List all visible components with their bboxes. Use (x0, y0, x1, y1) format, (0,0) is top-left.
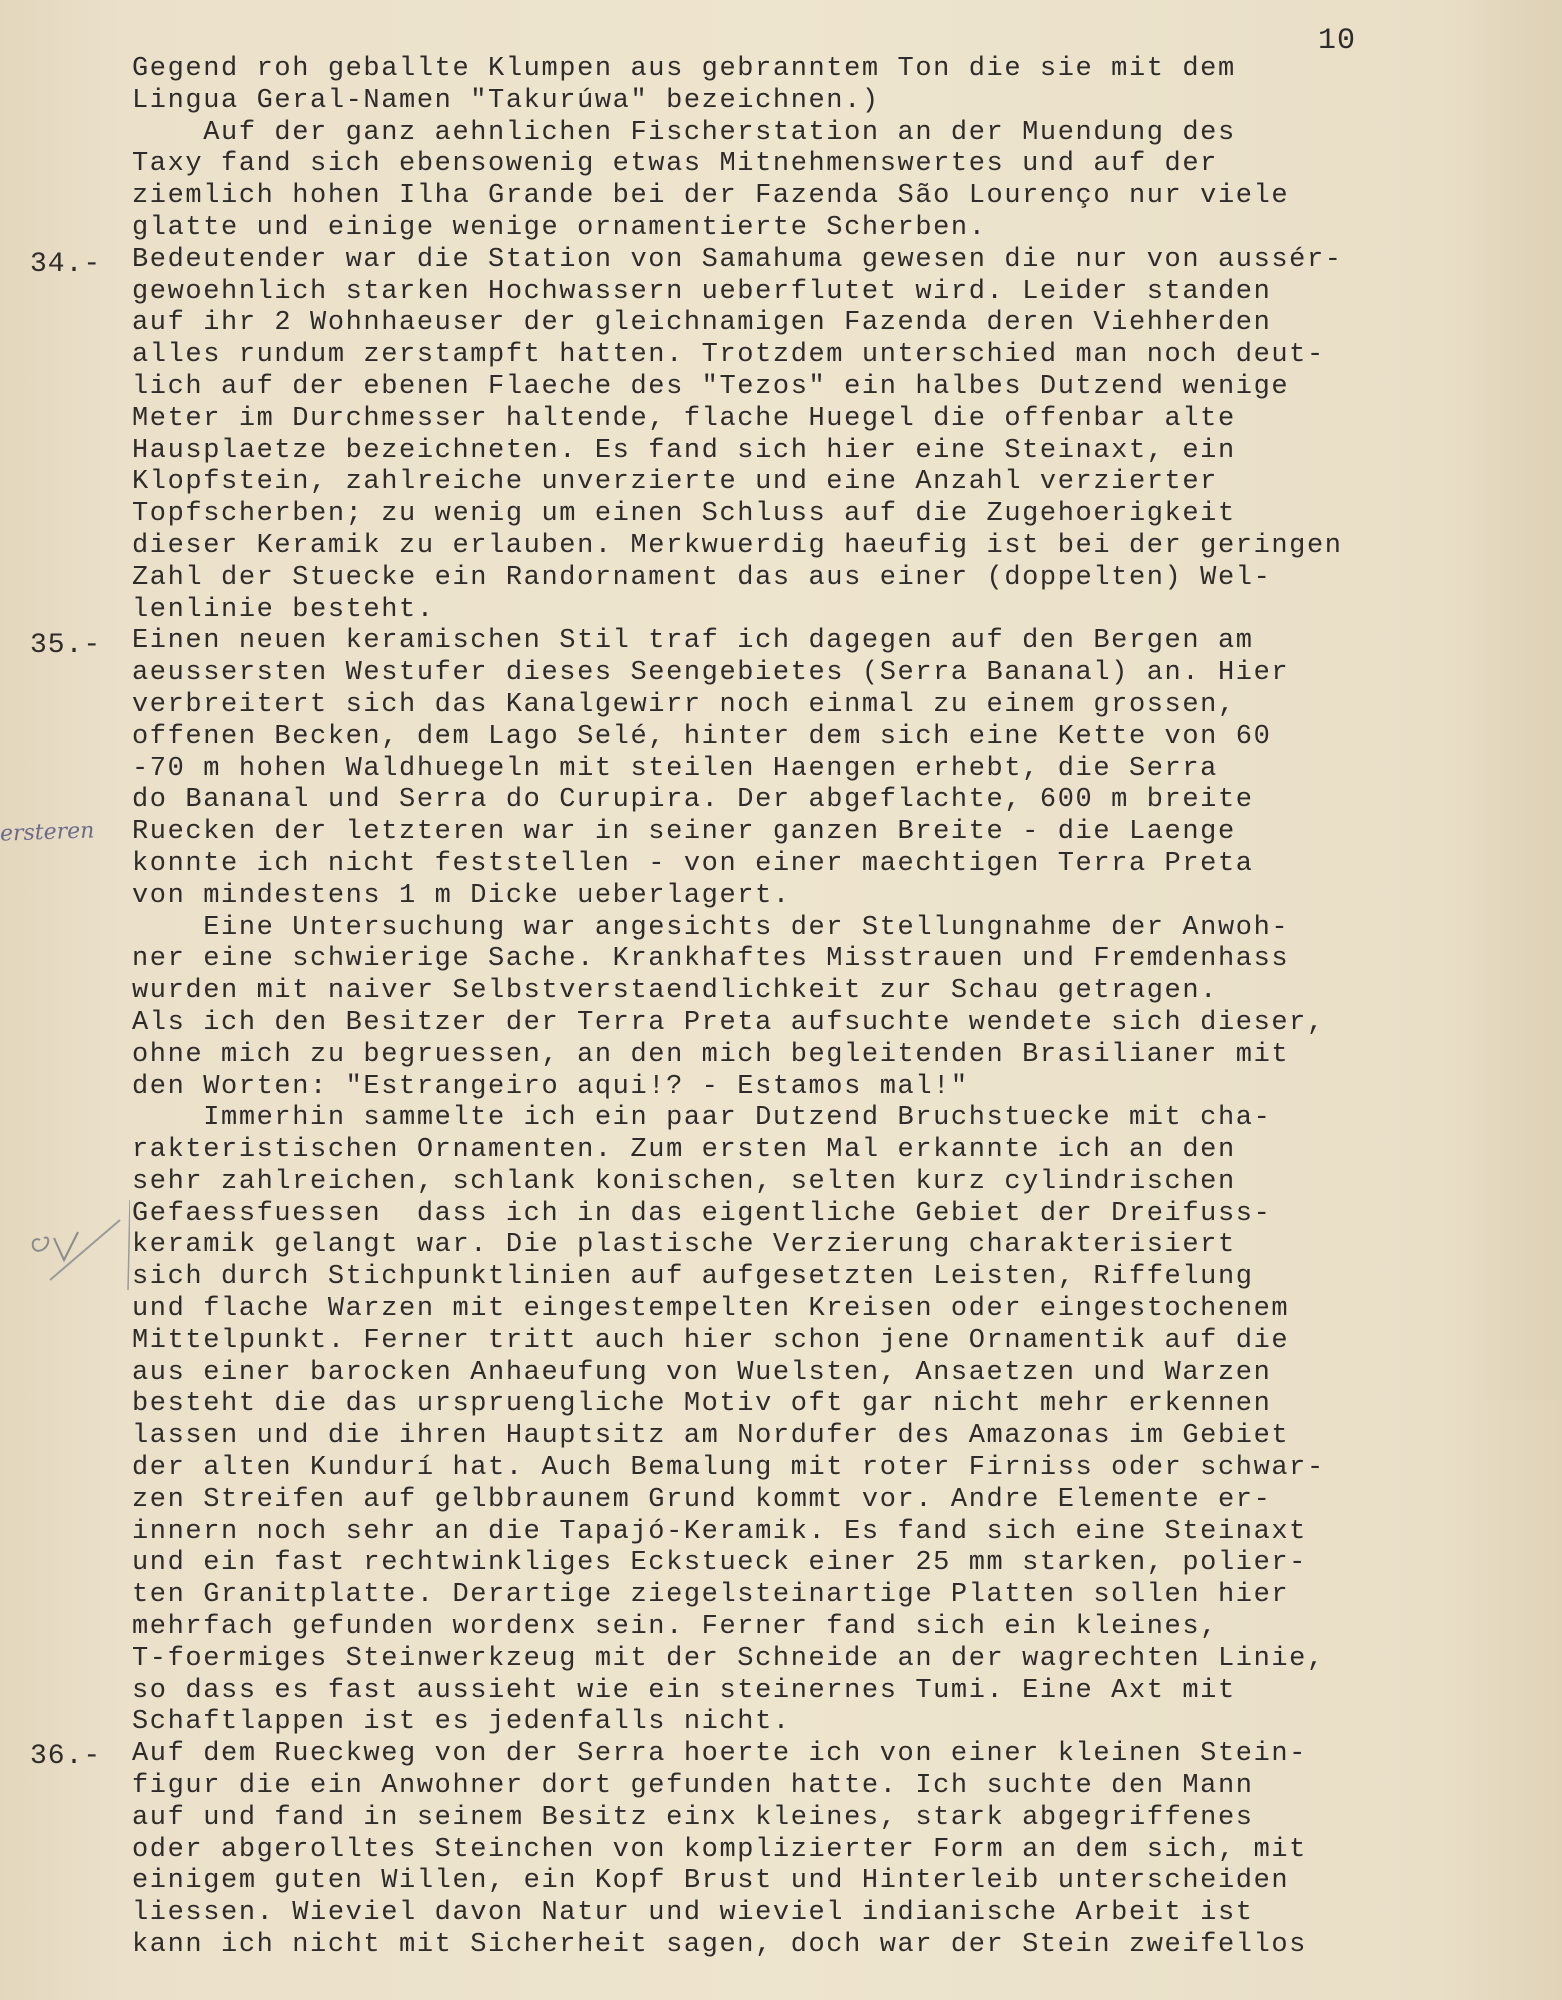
text-line: aus einer barocken Anhaeufung von Wuelsten, Ansaetzen und Warzen (132, 1357, 1272, 1388)
text-line: glatte und einige wenige ornamentierte Scherben. (132, 212, 987, 243)
text-line: ner eine schwierige Sache. Krankhaftes Misstrauen und Fremdenhass (132, 944, 1290, 975)
text-line: ziemlich hohen Ilha Grande bei der Fazenda São Lourenço nur viele (132, 181, 1290, 212)
handwritten-margin-note: ersteren (0, 818, 95, 847)
text-line: Klopfstein, zahlreiche unverzierte und eine Anzahl verzierter (132, 467, 1218, 498)
text-line: und ein fast rechtwinkliges Eckstueck einer 25 mm starken, polier- (132, 1548, 1307, 1579)
text-line: wurden mit naiver Selbstverstaendlichkeit zur Schau getragen. (132, 976, 1218, 1007)
text-line: Taxy fand sich ebensowenig etwas Mitnehmenswertes und auf der (132, 149, 1218, 180)
section-number-36: 36.- (30, 1741, 102, 1772)
text-line: liessen. Wieviel davon Natur und wieviel indianische Arbeit ist (132, 1898, 1254, 1929)
text-line: Bedeutender war die Station von Samahuma gewesen die nur von aussér- (132, 244, 1343, 275)
text-line: innern noch sehr an die Tapajó-Keramik. Es fand sich eine Steinaxt (132, 1516, 1307, 1547)
text-line: gewoehnlich starken Hochwassern ueberflutet wird. Leider standen (132, 276, 1272, 307)
text-line: figur die ein Anwohner dort gefunden hatte. Ich suchte den Mann (132, 1771, 1254, 1802)
text-line: ohne mich zu begruessen, an den mich begleitenden Brasilianer mit (132, 1039, 1290, 1070)
text-line: von mindestens 1 m Dicke ueberlagert. (132, 880, 791, 911)
text-line: -70 m hohen Waldhuegeln mit steilen Haengen erhebt, die Serra (132, 753, 1218, 784)
text-line: alles rundum zerstampft hatten. Trotzdem unterschied man noch deut- (132, 340, 1325, 371)
text-line: Lingua Geral-Namen "Takurúwa" bezeichnen.) (132, 85, 880, 116)
text-line: Als ich den Besitzer der Terra Preta aufsuchte wendete sich dieser, (132, 1007, 1325, 1038)
section-number-35: 35.- (30, 630, 102, 661)
text-line: und flache Warzen mit eingestempelten Kreisen oder eingestochenem (132, 1294, 1290, 1325)
section-number-34: 34.- (30, 249, 102, 280)
text-line: zen Streifen auf gelbbraunem Grund kommt vor. Andre Elemente er- (132, 1484, 1272, 1515)
text-line: konnte ich nicht feststellen - von einer maechtigen Terra Preta (132, 848, 1254, 879)
text-line: Auf der ganz aehnlichen Fischerstation an der Muendung des (132, 117, 1236, 148)
text-line: offenen Becken, dem Lago Selé, hinter dem sich eine Kette von 60 (132, 721, 1272, 752)
text-line: Meter im Durchmesser haltende, flache Huegel die offenbar alte (132, 403, 1236, 434)
text-line: der alten Kundurí hat. Auch Bemalung mit roter Firniss oder schwar- (132, 1453, 1325, 1484)
text-line: Einen neuen keramischen Stil traf ich dagegen auf den Bergen am (132, 626, 1254, 657)
text-line: oder abgerolltes Steinchen von komplizierter Form an dem sich, mit (132, 1834, 1307, 1865)
text-line: Schaftlappen ist es jedenfalls nicht. (132, 1707, 791, 1738)
text-line: Zahl der Stuecke ein Randornament das aus einer (doppelten) Wel- (132, 562, 1272, 593)
text-line: den Worten: "Estrangeiro aqui!? - Estamos mal!" (132, 1071, 969, 1102)
text-line: auf und fand in seinem Besitz einx kleines, stark abgegriffenes (132, 1802, 1254, 1833)
text-line: T-foermiges Steinwerkzeug mit der Schneide an der wagrechten Linie, (132, 1643, 1325, 1674)
text-line: keramik gelangt war. Die plastische Verzierung charakterisiert (132, 1230, 1236, 1261)
text-line: besteht die das urspruengliche Motiv oft gar nicht mehr erkennen (132, 1389, 1272, 1420)
text-line: do Bananal und Serra do Curupira. Der abgeflachte, 600 m breite (132, 785, 1254, 816)
text-line: sich durch Stichpunktlinien auf aufgesetzten Leisten, Riffelung (132, 1262, 1254, 1293)
text-line: verbreitert sich das Kanalgewirr noch einmal zu einem grossen, (132, 689, 1236, 720)
text-line: lich auf der ebenen Flaeche des "Tezos" ein halbes Dutzend wenige (132, 371, 1290, 402)
text-line: so dass es fast aussieht wie ein steinernes Tumi. Eine Axt mit (132, 1675, 1236, 1706)
text-line: Ruecken der letzteren war in seiner ganzen Breite - die Laenge (132, 817, 1236, 848)
text-line: kann ich nicht mit Sicherheit sagen, doch war der Stein zweifellos (132, 1930, 1307, 1961)
text-line: lassen und die ihren Hauptsitz am Nordufer des Amazonas im Gebiet (132, 1421, 1290, 1452)
pencil-mark-icon (20, 1180, 130, 1290)
text-line: einigem guten Willen, ein Kopf Brust und Hinterleib unterscheiden (132, 1866, 1290, 1897)
text-line: mehrfach gefunden wordenx sein. Ferner fand sich ein kleines, (132, 1612, 1218, 1643)
text-line: aeussersten Westufer dieses Seengebietes (Serra Bananal) an. Hier (132, 658, 1290, 689)
text-line: Auf dem Rueckweg von der Serra hoerte ich von einer kleinen Stein- (132, 1739, 1307, 1770)
text-line: rakteristischen Ornamenten. Zum ersten Mal erkannte ich an den (132, 1135, 1236, 1166)
page-number: 10 (1318, 24, 1357, 58)
text-line: Gefaessfuessen dass ich in das eigentliche Gebiet der Dreifuss- (132, 1198, 1272, 1229)
text-line: Gegend roh geballte Klumpen aus gebranntem Ton die sie mit dem (132, 54, 1236, 84)
text-line: Hausplaetze bezeichneten. Es fand sich hier eine Steinaxt, ein (132, 435, 1236, 466)
text-line: auf ihr 2 Wohnhaeuser der gleichnamigen Fazenda deren Viehherden (132, 308, 1272, 339)
text-line: Eine Untersuchung war angesichts der Stellungnahme der Anwoh- (132, 912, 1290, 943)
text-line: dieser Keramik zu erlauben. Merkwuerdig haeufig ist bei der geringen (132, 530, 1343, 561)
text-line: sehr zahlreichen, schlank konischen, selten kurz cylindrischen (132, 1166, 1236, 1197)
text-line: Mittelpunkt. Ferner tritt auch hier schon jene Ornamentik auf die (132, 1325, 1290, 1356)
typed-text-body (132, 54, 1532, 1962)
text-line: Immerhin sammelte ich ein paar Dutzend Bruchstuecke mit cha- (132, 1103, 1272, 1134)
text-line: lenlinie besteht. (132, 594, 435, 625)
text-line: Topfscherben; zu wenig um einen Schluss auf die Zugehoerigkeit (132, 499, 1236, 530)
text-line: ten Granitplatte. Derartige ziegelsteinartige Platten sollen hier (132, 1580, 1290, 1611)
